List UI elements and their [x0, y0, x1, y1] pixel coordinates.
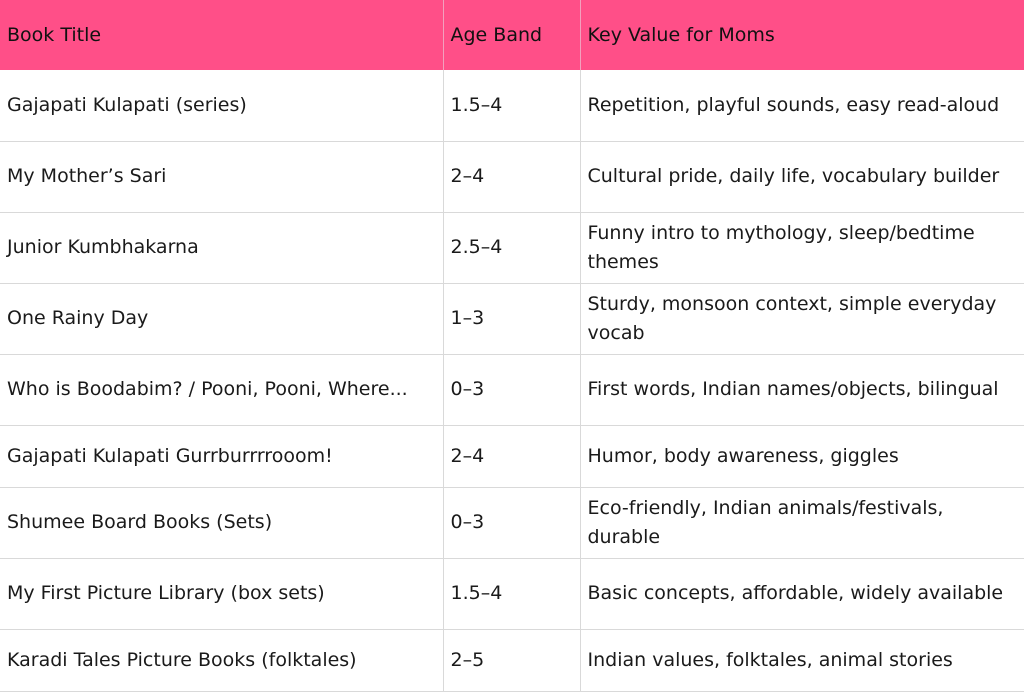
table-row	[0, 558, 1024, 629]
cell-book-title: Karadi Tales Picture Books (folktales)	[0, 629, 443, 691]
header-row	[0, 0, 1024, 70]
cell-age-band: 0–3	[443, 487, 580, 558]
table-row	[0, 629, 1024, 691]
cell-book-title: My First Picture Library (box sets)	[0, 558, 443, 629]
table-row	[0, 212, 1024, 283]
table-header	[0, 0, 1024, 70]
cell-key-value: First words, Indian names/objects, bilingual	[580, 354, 1024, 425]
cell-book-title: Who is Boodabim? / Pooni, Pooni, Where...	[0, 354, 443, 425]
cell-key-value: Humor, body awareness, giggles	[580, 425, 1024, 487]
cell-age-band: 1.5–4	[443, 70, 580, 141]
table-row	[0, 70, 1024, 141]
cell-age-band: 2–4	[443, 141, 580, 212]
cell-key-value: Cultural pride, daily life, vocabulary builder	[580, 141, 1024, 212]
cell-key-value: Sturdy, monsoon context, simple everyday vocab	[580, 283, 1024, 354]
cell-key-value: Indian values, folktales, animal stories	[580, 629, 1024, 691]
cell-book-title: Gajapati Kulapati Gurrburrrrooom!	[0, 425, 443, 487]
table-row	[0, 141, 1024, 212]
table-row	[0, 283, 1024, 354]
table-row	[0, 354, 1024, 425]
cell-age-band: 1.5–4	[443, 558, 580, 629]
cell-book-title: Gajapati Kulapati (series)	[0, 70, 443, 141]
cell-age-band: 2.5–4	[443, 212, 580, 283]
table-row	[0, 487, 1024, 558]
header-book-title: Book Title	[0, 0, 443, 70]
cell-book-title: Junior Kumbhakarna	[0, 212, 443, 283]
cell-key-value: Repetition, playful sounds, easy read-aloud	[580, 70, 1024, 141]
cell-book-title: One Rainy Day	[0, 283, 443, 354]
header-age-band: Age Band	[443, 0, 580, 70]
cell-key-value: Eco-friendly, Indian animals/festivals, durable	[580, 487, 1024, 558]
cell-age-band: 2–4	[443, 425, 580, 487]
header-key-value: Key Value for Moms	[580, 0, 1024, 70]
cell-age-band: 2–5	[443, 629, 580, 691]
cell-age-band: 1–3	[443, 283, 580, 354]
table-body	[0, 70, 1024, 691]
cell-book-title: My Mother’s Sari	[0, 141, 443, 212]
cell-age-band: 0–3	[443, 354, 580, 425]
table-row	[0, 425, 1024, 487]
cell-book-title: Shumee Board Books (Sets)	[0, 487, 443, 558]
cell-key-value: Basic concepts, affordable, widely available	[580, 558, 1024, 629]
cell-key-value: Funny intro to mythology, sleep/bedtime themes	[580, 212, 1024, 283]
